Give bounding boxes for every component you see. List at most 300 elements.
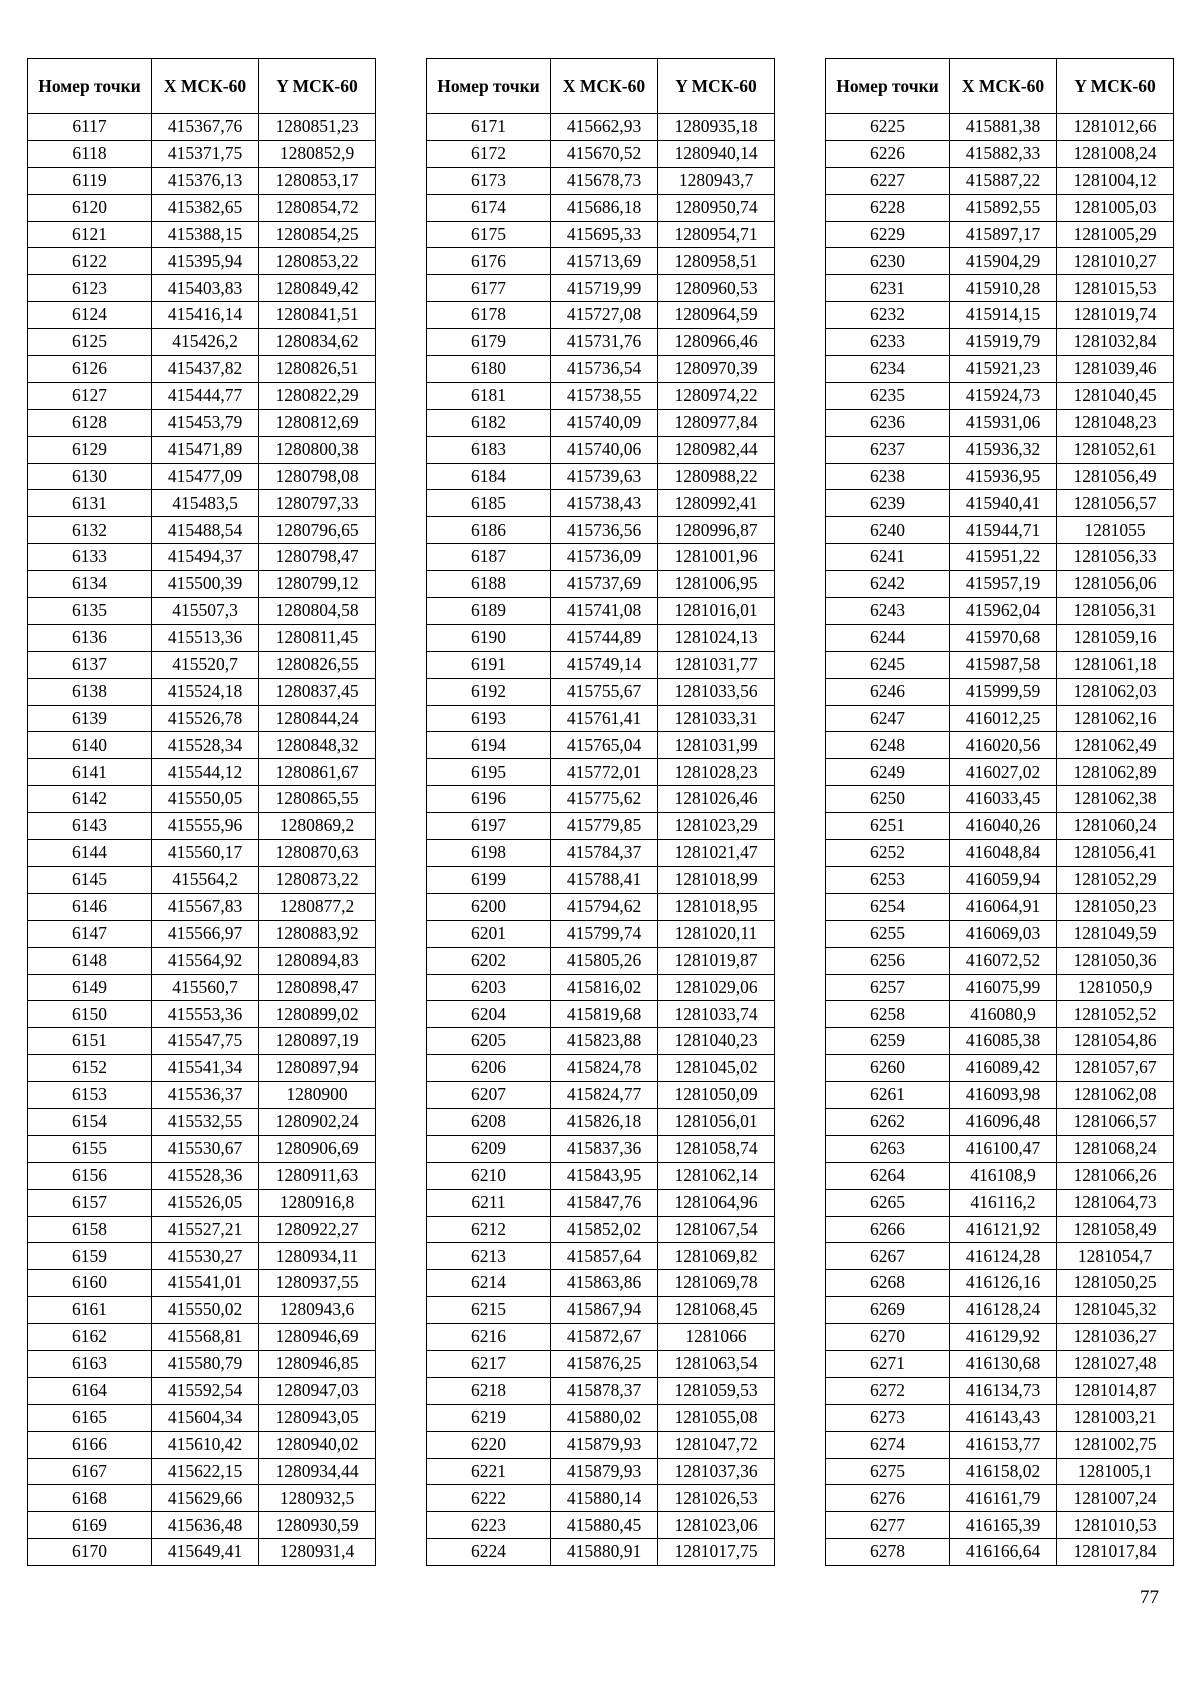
- table-row: [427, 893, 775, 920]
- x-coordinate-cell: 415779,85: [551, 813, 658, 840]
- x-coordinate-cell: 415999,59: [950, 678, 1057, 705]
- y-coordinate-cell: 1281010,53: [1057, 1512, 1174, 1539]
- y-coordinate-cell: 1280943,6: [259, 1297, 376, 1324]
- y-coordinate-cell: 1281052,29: [1057, 866, 1174, 893]
- header-point-number: Номер точки: [427, 59, 551, 114]
- x-coordinate-cell: 415788,41: [551, 866, 658, 893]
- x-coordinate-cell: 415719,99: [551, 275, 658, 302]
- table-row: [826, 598, 1174, 625]
- y-coordinate-cell: 1281031,99: [658, 732, 775, 759]
- point-number-cell: 6139: [28, 705, 152, 732]
- y-coordinate-cell: 1281066,57: [1057, 1108, 1174, 1135]
- table-row: [826, 329, 1174, 356]
- table-row: [427, 1297, 775, 1324]
- x-coordinate-cell: 415670,52: [551, 140, 658, 167]
- table-row: [826, 1162, 1174, 1189]
- y-coordinate-cell: 1281012,66: [1057, 114, 1174, 141]
- y-coordinate-cell: 1280974,22: [658, 382, 775, 409]
- point-number-cell: 6253: [826, 866, 950, 893]
- table-row: [28, 544, 376, 571]
- x-coordinate-cell: 415560,7: [152, 974, 259, 1001]
- x-coordinate-cell: 416165,39: [950, 1512, 1057, 1539]
- point-number-cell: 6134: [28, 571, 152, 598]
- table-row: [826, 302, 1174, 329]
- x-coordinate-cell: 415744,89: [551, 624, 658, 651]
- point-number-cell: 6197: [427, 813, 551, 840]
- point-number-cell: 6220: [427, 1431, 551, 1458]
- y-coordinate-cell: 1281056,41: [1057, 840, 1174, 867]
- y-coordinate-cell: 1281052,52: [1057, 1001, 1174, 1028]
- y-coordinate-cell: 1280796,65: [259, 517, 376, 544]
- x-coordinate-cell: 415740,09: [551, 409, 658, 436]
- x-coordinate-cell: 415823,88: [551, 1028, 658, 1055]
- y-coordinate-cell: 1280812,69: [259, 409, 376, 436]
- point-number-cell: 6131: [28, 490, 152, 517]
- point-number-cell: 6242: [826, 571, 950, 598]
- table-body: [826, 114, 1174, 1566]
- y-coordinate-cell: 1280934,11: [259, 1243, 376, 1270]
- point-number-cell: 6181: [427, 382, 551, 409]
- point-number-cell: 6241: [826, 544, 950, 571]
- point-number-cell: 6247: [826, 705, 950, 732]
- x-coordinate-cell: 415388,15: [152, 221, 259, 248]
- x-coordinate-cell: 415494,37: [152, 544, 259, 571]
- point-number-cell: 6229: [826, 221, 950, 248]
- y-coordinate-cell: 1281056,33: [1057, 544, 1174, 571]
- y-coordinate-cell: 1280800,38: [259, 436, 376, 463]
- table-row: [28, 974, 376, 1001]
- x-coordinate-cell: 416153,77: [950, 1431, 1057, 1458]
- x-coordinate-cell: 415629,66: [152, 1485, 259, 1512]
- x-coordinate-cell: 415880,02: [551, 1404, 658, 1431]
- table-row: [28, 356, 376, 383]
- x-coordinate-cell: 415863,86: [551, 1270, 658, 1297]
- point-number-cell: 6146: [28, 893, 152, 920]
- y-coordinate-cell: 1281007,24: [1057, 1485, 1174, 1512]
- table-row: [427, 382, 775, 409]
- y-coordinate-cell: 1280934,44: [259, 1458, 376, 1485]
- x-coordinate-cell: 415852,02: [551, 1216, 658, 1243]
- y-coordinate-cell: 1281062,08: [1057, 1082, 1174, 1109]
- x-coordinate-cell: 415541,01: [152, 1270, 259, 1297]
- table-row: [826, 893, 1174, 920]
- point-number-cell: 6125: [28, 329, 152, 356]
- y-coordinate-cell: 1280854,72: [259, 194, 376, 221]
- y-coordinate-cell: 1280883,92: [259, 920, 376, 947]
- x-coordinate-cell: 415921,23: [950, 356, 1057, 383]
- x-coordinate-cell: 415526,05: [152, 1189, 259, 1216]
- point-number-cell: 6147: [28, 920, 152, 947]
- point-number-cell: 6254: [826, 893, 950, 920]
- x-coordinate-cell: 415857,64: [551, 1243, 658, 1270]
- y-coordinate-cell: 1281029,06: [658, 974, 775, 1001]
- table-row: [826, 1270, 1174, 1297]
- point-number-cell: 6132: [28, 517, 152, 544]
- x-coordinate-cell: 415416,14: [152, 302, 259, 329]
- point-number-cell: 6226: [826, 140, 950, 167]
- y-coordinate-cell: 1281016,01: [658, 598, 775, 625]
- point-number-cell: 6138: [28, 678, 152, 705]
- point-number-cell: 6142: [28, 786, 152, 813]
- y-coordinate-cell: 1281023,06: [658, 1512, 775, 1539]
- y-coordinate-cell: 1281040,45: [1057, 382, 1174, 409]
- x-coordinate-cell: 416059,94: [950, 866, 1057, 893]
- x-coordinate-cell: 415437,82: [152, 356, 259, 383]
- header-point-number: Номер точки: [826, 59, 950, 114]
- point-number-cell: 6127: [28, 382, 152, 409]
- x-coordinate-cell: 415727,08: [551, 302, 658, 329]
- table-row: [826, 732, 1174, 759]
- table-row: [427, 598, 775, 625]
- x-coordinate-cell: 415649,41: [152, 1539, 259, 1566]
- table-row: [427, 1270, 775, 1297]
- table-row: [427, 1082, 775, 1109]
- point-number-cell: 6173: [427, 167, 551, 194]
- table-row: [28, 409, 376, 436]
- x-coordinate-cell: 415881,38: [950, 114, 1057, 141]
- x-coordinate-cell: 416143,43: [950, 1404, 1057, 1431]
- point-number-cell: 6171: [427, 114, 551, 141]
- table-row: [826, 759, 1174, 786]
- table-row: [28, 893, 376, 920]
- x-coordinate-cell: 415662,93: [551, 114, 658, 141]
- point-number-cell: 6165: [28, 1404, 152, 1431]
- x-coordinate-cell: 415371,75: [152, 140, 259, 167]
- y-coordinate-cell: 1280861,67: [259, 759, 376, 786]
- point-number-cell: 6194: [427, 732, 551, 759]
- table-row: [28, 1189, 376, 1216]
- table-row: [427, 167, 775, 194]
- table-row: [28, 194, 376, 221]
- point-number-cell: 6184: [427, 463, 551, 490]
- table-row: [826, 813, 1174, 840]
- table-row: [826, 382, 1174, 409]
- point-number-cell: 6246: [826, 678, 950, 705]
- y-coordinate-cell: 1281014,87: [1057, 1377, 1174, 1404]
- table-row: [427, 436, 775, 463]
- point-number-cell: 6260: [826, 1055, 950, 1082]
- y-coordinate-cell: 1281037,36: [658, 1458, 775, 1485]
- y-coordinate-cell: 1281069,82: [658, 1243, 775, 1270]
- header-x-coordinate: X МСК-60: [551, 59, 658, 114]
- table-row: [427, 275, 775, 302]
- y-coordinate-cell: 1280804,58: [259, 598, 376, 625]
- x-coordinate-cell: 416121,92: [950, 1216, 1057, 1243]
- y-coordinate-cell: 1281048,23: [1057, 409, 1174, 436]
- table-row: [427, 1055, 775, 1082]
- point-number-cell: 6218: [427, 1377, 551, 1404]
- y-coordinate-cell: 1280988,22: [658, 463, 775, 490]
- header-x-coordinate: X МСК-60: [152, 59, 259, 114]
- x-coordinate-cell: 415550,02: [152, 1297, 259, 1324]
- x-coordinate-cell: 415426,2: [152, 329, 259, 356]
- x-coordinate-cell: 415553,36: [152, 1001, 259, 1028]
- table-row: [427, 920, 775, 947]
- table-row: [427, 786, 775, 813]
- point-number-cell: 6243: [826, 598, 950, 625]
- x-coordinate-cell: 415513,36: [152, 624, 259, 651]
- point-number-cell: 6277: [826, 1512, 950, 1539]
- y-coordinate-cell: 1280844,24: [259, 705, 376, 732]
- table-row: [427, 490, 775, 517]
- x-coordinate-cell: 415761,41: [551, 705, 658, 732]
- table-header-row: [826, 59, 1174, 114]
- point-number-cell: 6206: [427, 1055, 551, 1082]
- x-coordinate-cell: 415765,04: [551, 732, 658, 759]
- table-row: [826, 1189, 1174, 1216]
- y-coordinate-cell: 1281050,9: [1057, 974, 1174, 1001]
- x-coordinate-cell: 415944,71: [950, 517, 1057, 544]
- y-coordinate-cell: 1280930,59: [259, 1512, 376, 1539]
- y-coordinate-cell: 1280996,87: [658, 517, 775, 544]
- y-coordinate-cell: 1280848,32: [259, 732, 376, 759]
- page-number: 77: [1140, 1587, 1159, 1608]
- point-number-cell: 6230: [826, 248, 950, 275]
- point-number-cell: 6161: [28, 1297, 152, 1324]
- x-coordinate-cell: 416064,91: [950, 893, 1057, 920]
- y-coordinate-cell: 1280932,5: [259, 1485, 376, 1512]
- point-number-cell: 6179: [427, 329, 551, 356]
- y-coordinate-cell: 1280950,74: [658, 194, 775, 221]
- table-row: [427, 1028, 775, 1055]
- y-coordinate-cell: 1280899,02: [259, 1001, 376, 1028]
- y-coordinate-cell: 1281027,48: [1057, 1350, 1174, 1377]
- x-coordinate-cell: 415564,2: [152, 866, 259, 893]
- x-coordinate-cell: 415843,95: [551, 1162, 658, 1189]
- table-row: [427, 221, 775, 248]
- point-number-cell: 6140: [28, 732, 152, 759]
- table-row: [826, 786, 1174, 813]
- point-number-cell: 6168: [28, 1485, 152, 1512]
- point-number-cell: 6205: [427, 1028, 551, 1055]
- point-number-cell: 6163: [28, 1350, 152, 1377]
- x-coordinate-cell: 416158,02: [950, 1458, 1057, 1485]
- header-y-coordinate: Y МСК-60: [658, 59, 775, 114]
- point-number-cell: 6167: [28, 1458, 152, 1485]
- x-coordinate-cell: 415816,02: [551, 974, 658, 1001]
- x-coordinate-cell: 415880,45: [551, 1512, 658, 1539]
- table-row: [427, 114, 775, 141]
- table-row: [427, 329, 775, 356]
- y-coordinate-cell: 1280854,25: [259, 221, 376, 248]
- y-coordinate-cell: 1281049,59: [1057, 920, 1174, 947]
- table-row: [427, 705, 775, 732]
- table-row: [427, 1216, 775, 1243]
- table-row: [28, 167, 376, 194]
- table-row: [28, 1324, 376, 1351]
- point-number-cell: 6166: [28, 1431, 152, 1458]
- x-coordinate-cell: 416129,92: [950, 1324, 1057, 1351]
- y-coordinate-cell: 1281050,25: [1057, 1270, 1174, 1297]
- x-coordinate-cell: 415919,79: [950, 329, 1057, 356]
- y-coordinate-cell: 1281060,24: [1057, 813, 1174, 840]
- table-row: [826, 866, 1174, 893]
- point-number-cell: 6215: [427, 1297, 551, 1324]
- y-coordinate-cell: 1280906,69: [259, 1135, 376, 1162]
- x-coordinate-cell: 415403,83: [152, 275, 259, 302]
- table-row: [826, 1082, 1174, 1109]
- table-row: [826, 1324, 1174, 1351]
- table-row: [826, 1297, 1174, 1324]
- point-number-cell: 6248: [826, 732, 950, 759]
- table-row: [28, 221, 376, 248]
- y-coordinate-cell: 1280970,39: [658, 356, 775, 383]
- table-row: [826, 1512, 1174, 1539]
- table-row: [28, 1216, 376, 1243]
- point-number-cell: 6152: [28, 1055, 152, 1082]
- x-coordinate-cell: 415580,79: [152, 1350, 259, 1377]
- y-coordinate-cell: 1281006,95: [658, 571, 775, 598]
- point-number-cell: 6228: [826, 194, 950, 221]
- table-header-row: [28, 59, 376, 114]
- y-coordinate-cell: 1280822,29: [259, 382, 376, 409]
- point-number-cell: 6208: [427, 1108, 551, 1135]
- x-coordinate-cell: 416161,79: [950, 1485, 1057, 1512]
- x-coordinate-cell: 415837,36: [551, 1135, 658, 1162]
- y-coordinate-cell: 1280937,55: [259, 1270, 376, 1297]
- table-row: [28, 732, 376, 759]
- point-number-cell: 6120: [28, 194, 152, 221]
- table-row: [427, 140, 775, 167]
- x-coordinate-cell: 415749,14: [551, 651, 658, 678]
- point-number-cell: 6169: [28, 1512, 152, 1539]
- table-row: [427, 194, 775, 221]
- y-coordinate-cell: 1280897,19: [259, 1028, 376, 1055]
- point-number-cell: 6262: [826, 1108, 950, 1135]
- x-coordinate-cell: 416108,9: [950, 1162, 1057, 1189]
- y-coordinate-cell: 1281019,87: [658, 947, 775, 974]
- table-row: [427, 1001, 775, 1028]
- point-number-cell: 6180: [427, 356, 551, 383]
- table-row: [826, 947, 1174, 974]
- x-coordinate-cell: 416048,84: [950, 840, 1057, 867]
- x-coordinate-cell: 416130,68: [950, 1350, 1057, 1377]
- x-coordinate-cell: 415568,81: [152, 1324, 259, 1351]
- point-number-cell: 6256: [826, 947, 950, 974]
- y-coordinate-cell: 1281066: [658, 1324, 775, 1351]
- table-row: [826, 1135, 1174, 1162]
- x-coordinate-cell: 415879,93: [551, 1458, 658, 1485]
- x-coordinate-cell: 415636,48: [152, 1512, 259, 1539]
- table-row: [826, 920, 1174, 947]
- x-coordinate-cell: 416027,02: [950, 759, 1057, 786]
- table-row: [427, 302, 775, 329]
- point-number-cell: 6234: [826, 356, 950, 383]
- table-row: [28, 1350, 376, 1377]
- y-coordinate-cell: 1281021,47: [658, 840, 775, 867]
- point-number-cell: 6198: [427, 840, 551, 867]
- y-coordinate-cell: 1281005,29: [1057, 221, 1174, 248]
- x-coordinate-cell: 416085,38: [950, 1028, 1057, 1055]
- table-row: [826, 356, 1174, 383]
- x-coordinate-cell: 416020,56: [950, 732, 1057, 759]
- table-row: [28, 866, 376, 893]
- table-row: [427, 1512, 775, 1539]
- point-number-cell: 6182: [427, 409, 551, 436]
- point-number-cell: 6185: [427, 490, 551, 517]
- point-number-cell: 6121: [28, 221, 152, 248]
- x-coordinate-cell: 415528,34: [152, 732, 259, 759]
- x-coordinate-cell: 415527,21: [152, 1216, 259, 1243]
- y-coordinate-cell: 1280943,05: [259, 1404, 376, 1431]
- table-row: [427, 1162, 775, 1189]
- point-number-cell: 6175: [427, 221, 551, 248]
- table-row: [28, 1082, 376, 1109]
- y-coordinate-cell: 1281002,75: [1057, 1431, 1174, 1458]
- table-row: [826, 1055, 1174, 1082]
- point-number-cell: 6124: [28, 302, 152, 329]
- y-coordinate-cell: 1281064,73: [1057, 1189, 1174, 1216]
- y-coordinate-cell: 1280992,41: [658, 490, 775, 517]
- y-coordinate-cell: 1281033,56: [658, 678, 775, 705]
- point-number-cell: 6245: [826, 651, 950, 678]
- table-row: [826, 544, 1174, 571]
- table-row: [427, 1243, 775, 1270]
- x-coordinate-cell: 416124,28: [950, 1243, 1057, 1270]
- table-row: [826, 409, 1174, 436]
- x-coordinate-cell: 415736,56: [551, 517, 658, 544]
- table-row: [28, 1512, 376, 1539]
- point-number-cell: 6174: [427, 194, 551, 221]
- point-number-cell: 6274: [826, 1431, 950, 1458]
- point-number-cell: 6222: [427, 1485, 551, 1512]
- y-coordinate-cell: 1280943,7: [658, 167, 775, 194]
- y-coordinate-cell: 1280869,2: [259, 813, 376, 840]
- point-number-cell: 6196: [427, 786, 551, 813]
- y-coordinate-cell: 1281062,38: [1057, 786, 1174, 813]
- point-number-cell: 6150: [28, 1001, 152, 1028]
- point-number-cell: 6155: [28, 1135, 152, 1162]
- y-coordinate-cell: 1281067,54: [658, 1216, 775, 1243]
- point-number-cell: 6183: [427, 436, 551, 463]
- y-coordinate-cell: 1280870,63: [259, 840, 376, 867]
- y-coordinate-cell: 1280841,51: [259, 302, 376, 329]
- table-row: [826, 1404, 1174, 1431]
- point-number-cell: 6265: [826, 1189, 950, 1216]
- x-coordinate-cell: 415731,76: [551, 329, 658, 356]
- x-coordinate-cell: 415826,18: [551, 1108, 658, 1135]
- x-coordinate-cell: 416033,45: [950, 786, 1057, 813]
- point-number-cell: 6203: [427, 974, 551, 1001]
- table-row: [826, 651, 1174, 678]
- x-coordinate-cell: 416100,47: [950, 1135, 1057, 1162]
- x-coordinate-cell: 415592,54: [152, 1377, 259, 1404]
- table-row: [28, 1028, 376, 1055]
- y-coordinate-cell: 1280837,45: [259, 678, 376, 705]
- point-number-cell: 6191: [427, 651, 551, 678]
- point-number-cell: 6227: [826, 167, 950, 194]
- point-number-cell: 6233: [826, 329, 950, 356]
- x-coordinate-cell: 415876,25: [551, 1350, 658, 1377]
- y-coordinate-cell: 1280960,53: [658, 275, 775, 302]
- x-coordinate-cell: 415914,15: [950, 302, 1057, 329]
- x-coordinate-cell: 415962,04: [950, 598, 1057, 625]
- coordinate-table-2: [426, 58, 775, 1566]
- y-coordinate-cell: 1281003,21: [1057, 1404, 1174, 1431]
- point-number-cell: 6263: [826, 1135, 950, 1162]
- y-coordinate-cell: 1280922,27: [259, 1216, 376, 1243]
- x-coordinate-cell: 415567,83: [152, 893, 259, 920]
- y-coordinate-cell: 1281062,89: [1057, 759, 1174, 786]
- table-row: [28, 1270, 376, 1297]
- y-coordinate-cell: 1280946,85: [259, 1350, 376, 1377]
- table-row: [28, 651, 376, 678]
- point-number-cell: 6154: [28, 1108, 152, 1135]
- table-row: [427, 840, 775, 867]
- y-coordinate-cell: 1281055: [1057, 517, 1174, 544]
- x-coordinate-cell: 416093,98: [950, 1082, 1057, 1109]
- table-row: [826, 221, 1174, 248]
